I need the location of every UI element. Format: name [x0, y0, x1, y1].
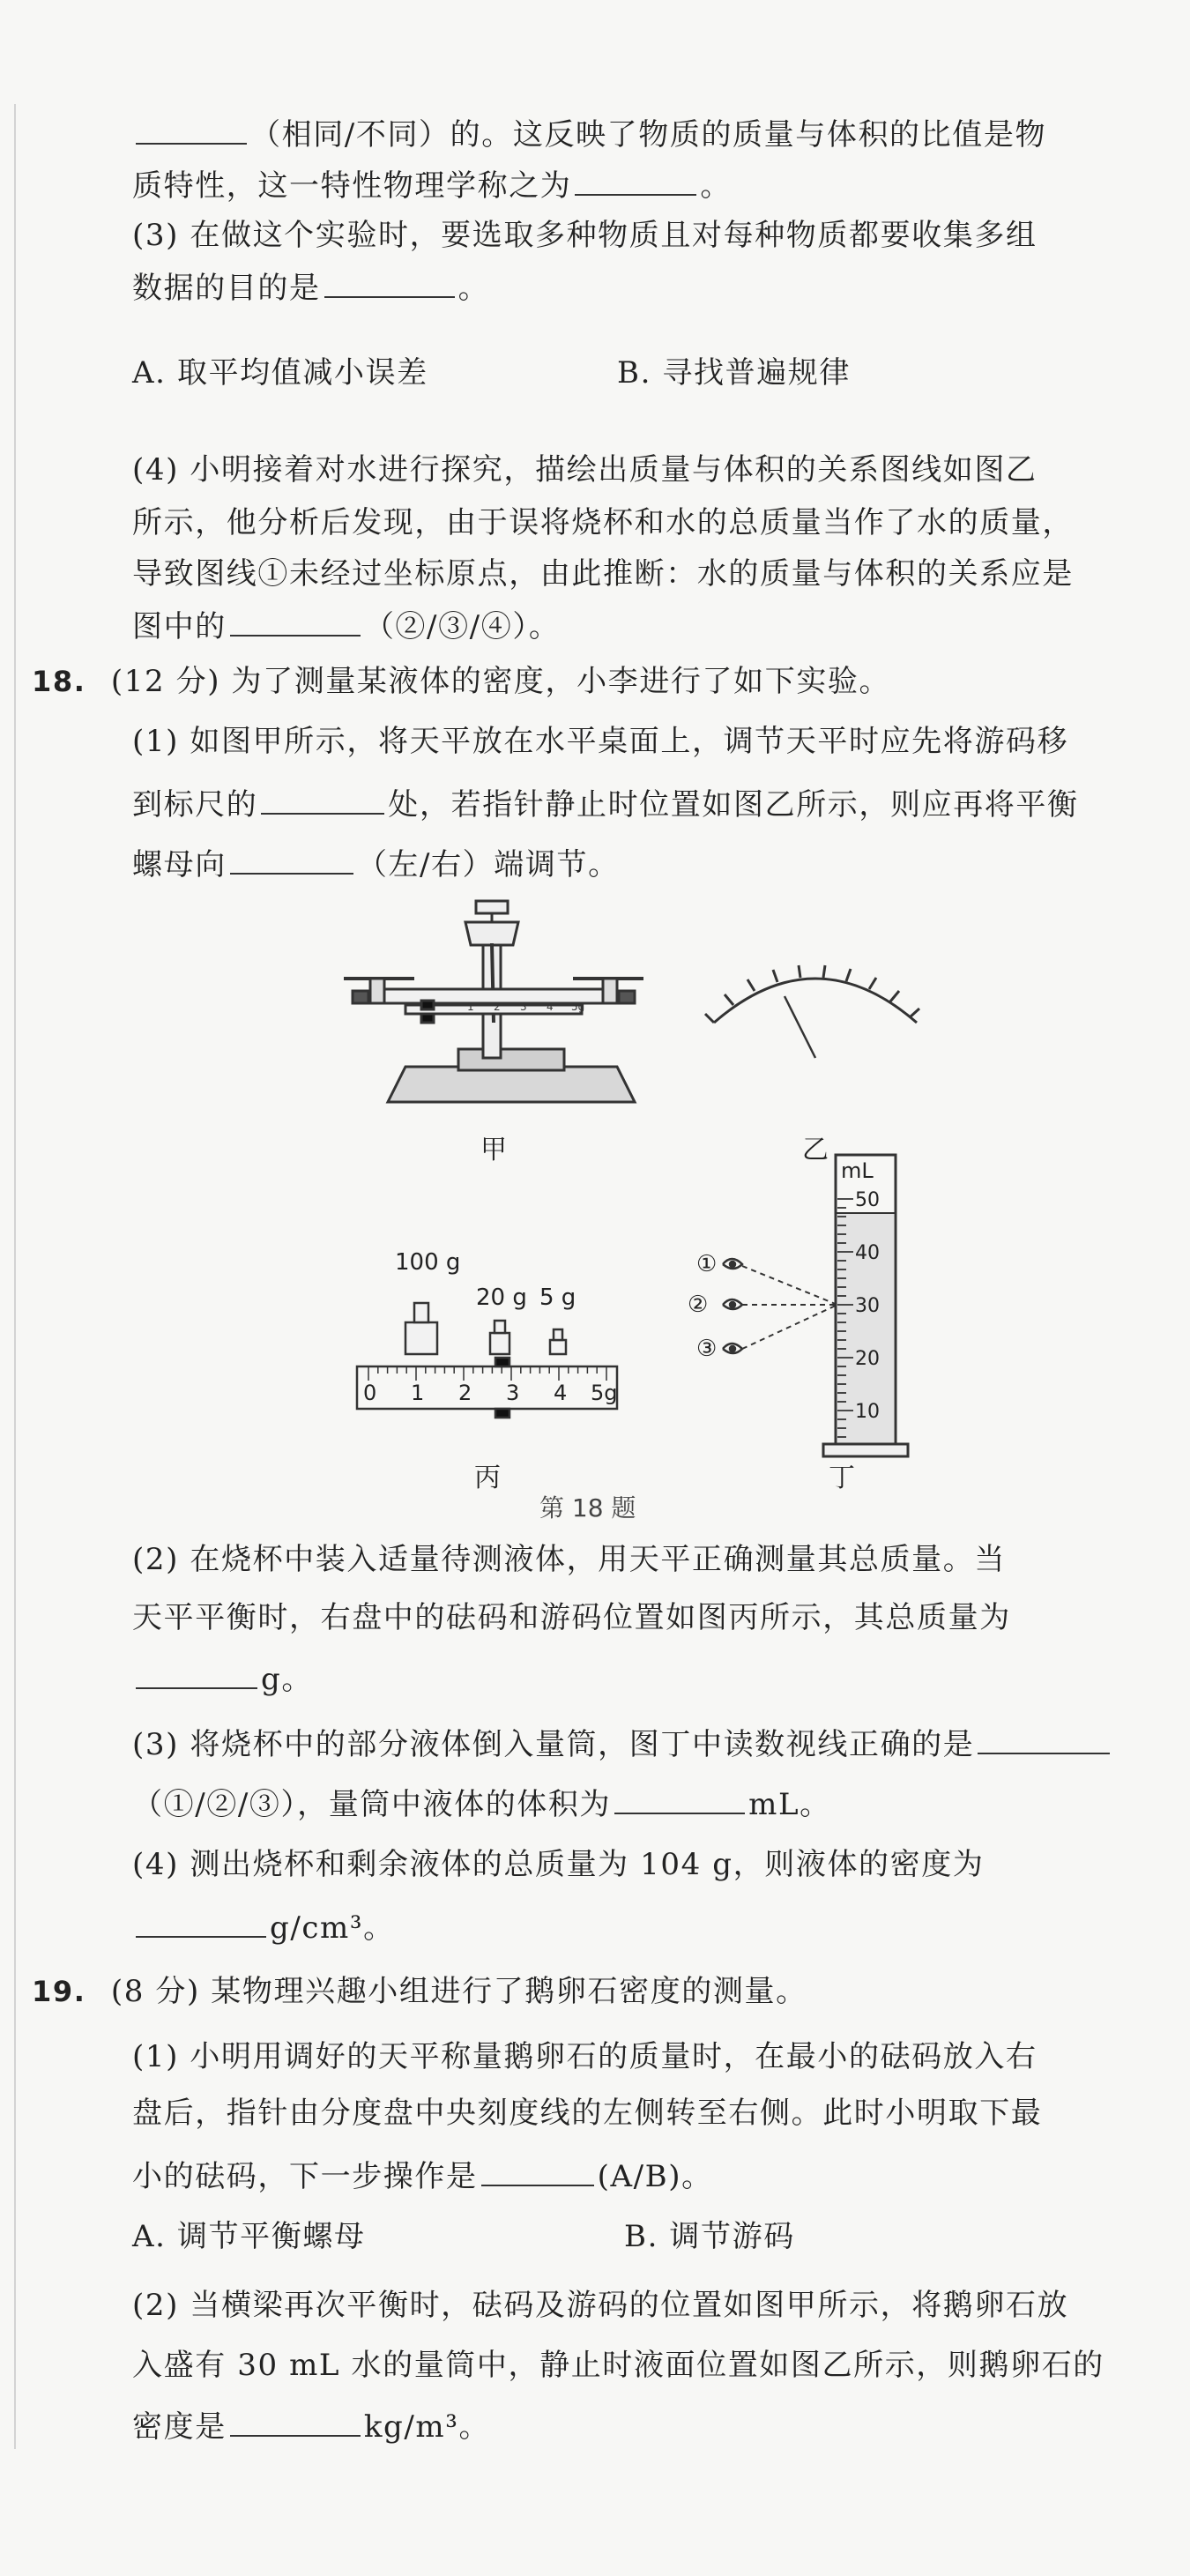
q17-option-b[interactable]: B. 寻找普遍规律: [617, 355, 852, 391]
q19-p1-line-1: (1) 小明用调好的天平称量鹅卵石的质量时，在最小的砝码放入右: [132, 2039, 1038, 2074]
tick-label: 3: [506, 1381, 520, 1405]
svg-text:10: 10: [855, 1401, 880, 1423]
answer-blank[interactable]: [230, 605, 361, 637]
q19-stem: 19. (8 分) 某物理兴趣小组进行了鹅卵石密度的测量。: [32, 1974, 807, 2009]
svg-text:①: ①: [696, 1251, 718, 1277]
tick-label: 4: [554, 1381, 568, 1405]
q18-p4-line-1: (4) 测出烧杯和剩余液体的总质量为 104 g，则液体的密度为: [132, 1847, 985, 1882]
fig-label-jia: 甲: [480, 1135, 507, 1165]
answer-blank[interactable]: [136, 1657, 257, 1689]
q18-p1-line-1: (1) 如图甲所示，将天平放在水平桌面上，调节天平时应先将游码移: [132, 724, 1069, 759]
q17-line-2: 质特性，这一特性物理学称之为 。: [132, 164, 732, 206]
svg-text:③: ③: [696, 1336, 718, 1362]
answer-blank[interactable]: [324, 266, 455, 298]
svg-text:3: 3: [520, 1001, 527, 1013]
eye-labels: [688, 1251, 717, 1362]
q18-stem: 18. (12 分) 为了测量某液体的密度，小李进行了如下实验。: [32, 664, 891, 699]
fig-label-ding: 丁: [829, 1463, 855, 1493]
svg-text:1: 1: [467, 1001, 474, 1013]
q19-option-b[interactable]: B. 调节游码: [624, 2219, 795, 2254]
svg-text:4: 4: [547, 1001, 554, 1013]
svg-text:20: 20: [855, 1348, 880, 1370]
answer-blank[interactable]: [481, 2155, 594, 2186]
q19-p1-line-2: 盘后，指针由分度盘中央刻度线的左侧转至右侧。此时小明取下最: [132, 2096, 1043, 2131]
weight-5g-label: 5 g: [539, 1284, 576, 1311]
q18-p2-line-3: g。: [132, 1657, 313, 1700]
answer-blank[interactable]: [261, 783, 384, 815]
q19-p2-line-1: (2) 当横梁再次平衡时，砝码及游码的位置如图甲所示，将鹅卵石放: [132, 2288, 1069, 2323]
svg-text:5g: 5g: [571, 1001, 585, 1013]
tick-label: 1: [411, 1381, 425, 1405]
svg-text:30: 30: [855, 1295, 880, 1317]
svg-text:50: 50: [855, 1189, 880, 1211]
sight-lines: [742, 1266, 837, 1349]
fig-label-bing: 丙: [474, 1463, 501, 1493]
svg-text:40: 40: [855, 1242, 880, 1264]
answer-blank[interactable]: [136, 1906, 266, 1938]
cylinder-unit: mL: [841, 1158, 874, 1183]
weight-20g-label: 20 g: [476, 1284, 527, 1311]
q17-line-7: 导致图线①未经过坐标原点，由此推断：水的质量与体积的关系应是: [132, 556, 1074, 592]
q18-p3-line-2: （①/②/③），量筒中液体的体积为 mL。: [132, 1783, 831, 1825]
q19-p2-line-2: 入盛有 30 mL 水的量筒中，静止时液面位置如图乙所示，则鹅卵石的: [132, 2348, 1104, 2383]
q17-line-4: 数据的目的是 。: [132, 266, 489, 309]
q17-line-5: (4) 小明接着对水进行探究，描绘出质量与体积的关系图线如图乙: [132, 452, 1038, 488]
svg-text:②: ②: [688, 1292, 709, 1318]
q18-p2-line-1: (2) 在烧杯中装入适量待测液体，用天平正确测量其总质量。当: [132, 1542, 1006, 1577]
eye-icons: [723, 1259, 742, 1353]
rider-ruler-ticks: [363, 1381, 618, 1405]
question-number: 19.: [32, 1975, 86, 2008]
fig-label-yi: 乙: [802, 1135, 829, 1165]
q17-option-a[interactable]: A. 取平均值减小误差: [132, 355, 428, 391]
answer-blank[interactable]: [614, 1783, 745, 1814]
tick-label: 2: [458, 1381, 472, 1405]
q18-p1-line-3: 螺母向 （左/右）端调节。: [132, 843, 620, 885]
q19-option-a[interactable]: A. 调节平衡螺母: [132, 2219, 366, 2254]
q18-p2-line-2: 天平平衡时，右盘中的砝码和游码位置如图丙所示，其总质量为: [132, 1600, 1011, 1635]
svg-text:2: 2: [494, 1001, 501, 1013]
figure-18: [0, 890, 1190, 1543]
q17-line-8: 图中的 （②/③/④）。: [132, 605, 561, 647]
figure-caption: 第 18 题: [539, 1493, 636, 1523]
tick-label: 0: [363, 1381, 377, 1405]
q17-line-6: 所示，他分析后发现，由于误将烧杯和水的总质量当作了水的质量，: [132, 505, 1074, 540]
q19-p1-line-3: 小的砝码，下一步操作是 (A/B)。: [132, 2155, 713, 2197]
q17-line-3: (3) 在做这个实验时，要选取多种物质且对每种物质都要收集多组: [132, 218, 1038, 253]
answer-blank[interactable]: [978, 1723, 1110, 1754]
answer-blank[interactable]: [230, 2405, 361, 2437]
answer-blank[interactable]: [575, 164, 696, 196]
q18-p4-line-2: g/cm³。: [132, 1906, 395, 1948]
q18-p1-line-2: 到标尺的 处，若指针静止时位置如图乙所示，则应再将平衡: [132, 783, 1079, 825]
dial-scale: [705, 965, 919, 1058]
answer-blank[interactable]: [230, 843, 353, 875]
weight-100g-label: 100 g: [395, 1249, 461, 1276]
q18-p3-line-1: (3) 将烧杯中的部分液体倒入量筒，图丁中读数视线正确的是: [132, 1723, 1113, 1765]
answer-blank[interactable]: [136, 113, 247, 145]
question-number: 18.: [32, 665, 86, 698]
q19-p2-line-3: 密度是 kg/m³。: [132, 2405, 490, 2447]
q17-line-1: （相同/不同）的。这反映了物质的质量与体积的比值是物: [132, 113, 1046, 155]
tick-label: 5g: [591, 1381, 618, 1405]
